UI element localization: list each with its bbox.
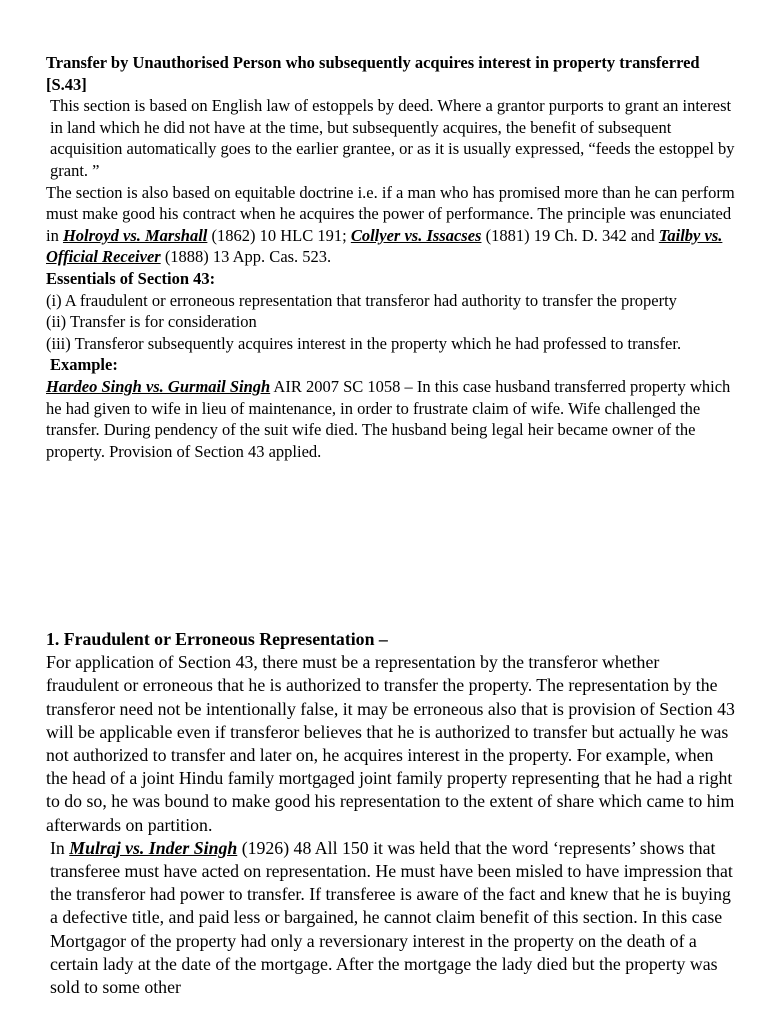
paragraph-text: In [50,837,70,858]
estoppel-paragraph: This section is based on English law of estoppels by deed. Where a grantor purports to grant an interest in land which he did not have at the time, but subsequently acquires, the benefit of subsequent acquisition automatically goes to the earlier grantee, or as it is usually expressed, “feeds the estoppel by grant. ” [50,96,735,180]
case-citation-hardeo: Hardeo Singh vs. Gurmail Singh [46,376,271,396]
paragraph-text: (1926) 48 All 150 it was held that the word ‘represents’ shows that transferee must have acted on representation. He must have been misled to have impression that the transferor had power to transfer. If transferee is aware of the fact and knew that he is buying a defective title, and paid less or bargained, he cannot claim benefit of this section. In this case Mortgagor of the property had only a reversionary interest in the property on the death of a certain lady at the date of the mortgage. After the mortgage the lady died but the property was sold to some other [50,837,733,998]
essential-item: (iii) Transferor subsequently acquires interest in the property which he had professed to transfer. [46,333,682,353]
section-heading: Transfer by Unauthorised Person who subsequently acquires interest in property transferred [S.43] [46,53,700,94]
paragraph-text: (1881) 19 Ch. D. 342 and [481,225,659,245]
example-heading: Example: [50,355,118,375]
example-paragraph [46,376,736,462]
paragraph-text: (1888) 13 App. Cas. 523. [160,247,332,267]
subsection-heading: 1. Fraudulent or Erroneous Representation – [46,629,388,649]
paragraph-text: The section is also based on equitable doctrine i.e. if a man who has promised more than he can perform must make good his contract when he acquires the power of performance. The principle was enunciated in [46,182,735,245]
case-citation-collyer: Collyer vs. Issacses [350,225,482,245]
essential-item: (ii) Transfer is for consideration [46,312,257,332]
case-citation-tailby: Tailby vs. Official Receiver [46,225,723,267]
document-part-two [46,628,736,999]
essential-item: (i) A fraudulent or erroneous representation that transferor had authority to transfer the property [46,290,677,310]
paragraph-text: AIR 2007 SC 1058 – In this case husband transferred property which he had given to wife in lieu of maintenance, in order to frustrate claim of wife. Wife challenged the transfer. During pendency of the suit wife died. The husband being legal heir became owner of the property. Provision of Section 43 applied. [46,376,731,461]
case-citation-holroyd: Holroyd vs. Marshall [62,225,208,245]
case-citation-mulraj: Mulraj vs. Inder Singh [69,837,238,858]
mulraj-paragraph [46,837,736,999]
paragraph-text: (1862) 10 HLC 191; [207,225,351,245]
equitable-doctrine-paragraph [46,182,736,268]
representation-paragraph: For application of Section 43, there must be a representation by the transferor whether fraudulent or erroneous that he is authorized to transfer the property. The representation by the transferor need not be intentionally false, it may be erroneous also that is provision of Section 43 will be applicable even if transferor believes that he is authorized to transfer but actually he was not authorized to transfer and later on, he acquires interest in the property. For example, when the head of a joint Hindu family mortgaged joint family property representing that he had a right to do so, he was bound to make good his representation to the extent of share which came to him afterwards on partition. [46,652,735,835]
document-part-one [46,52,736,462]
essentials-heading: Essentials of Section 43: [46,268,216,288]
